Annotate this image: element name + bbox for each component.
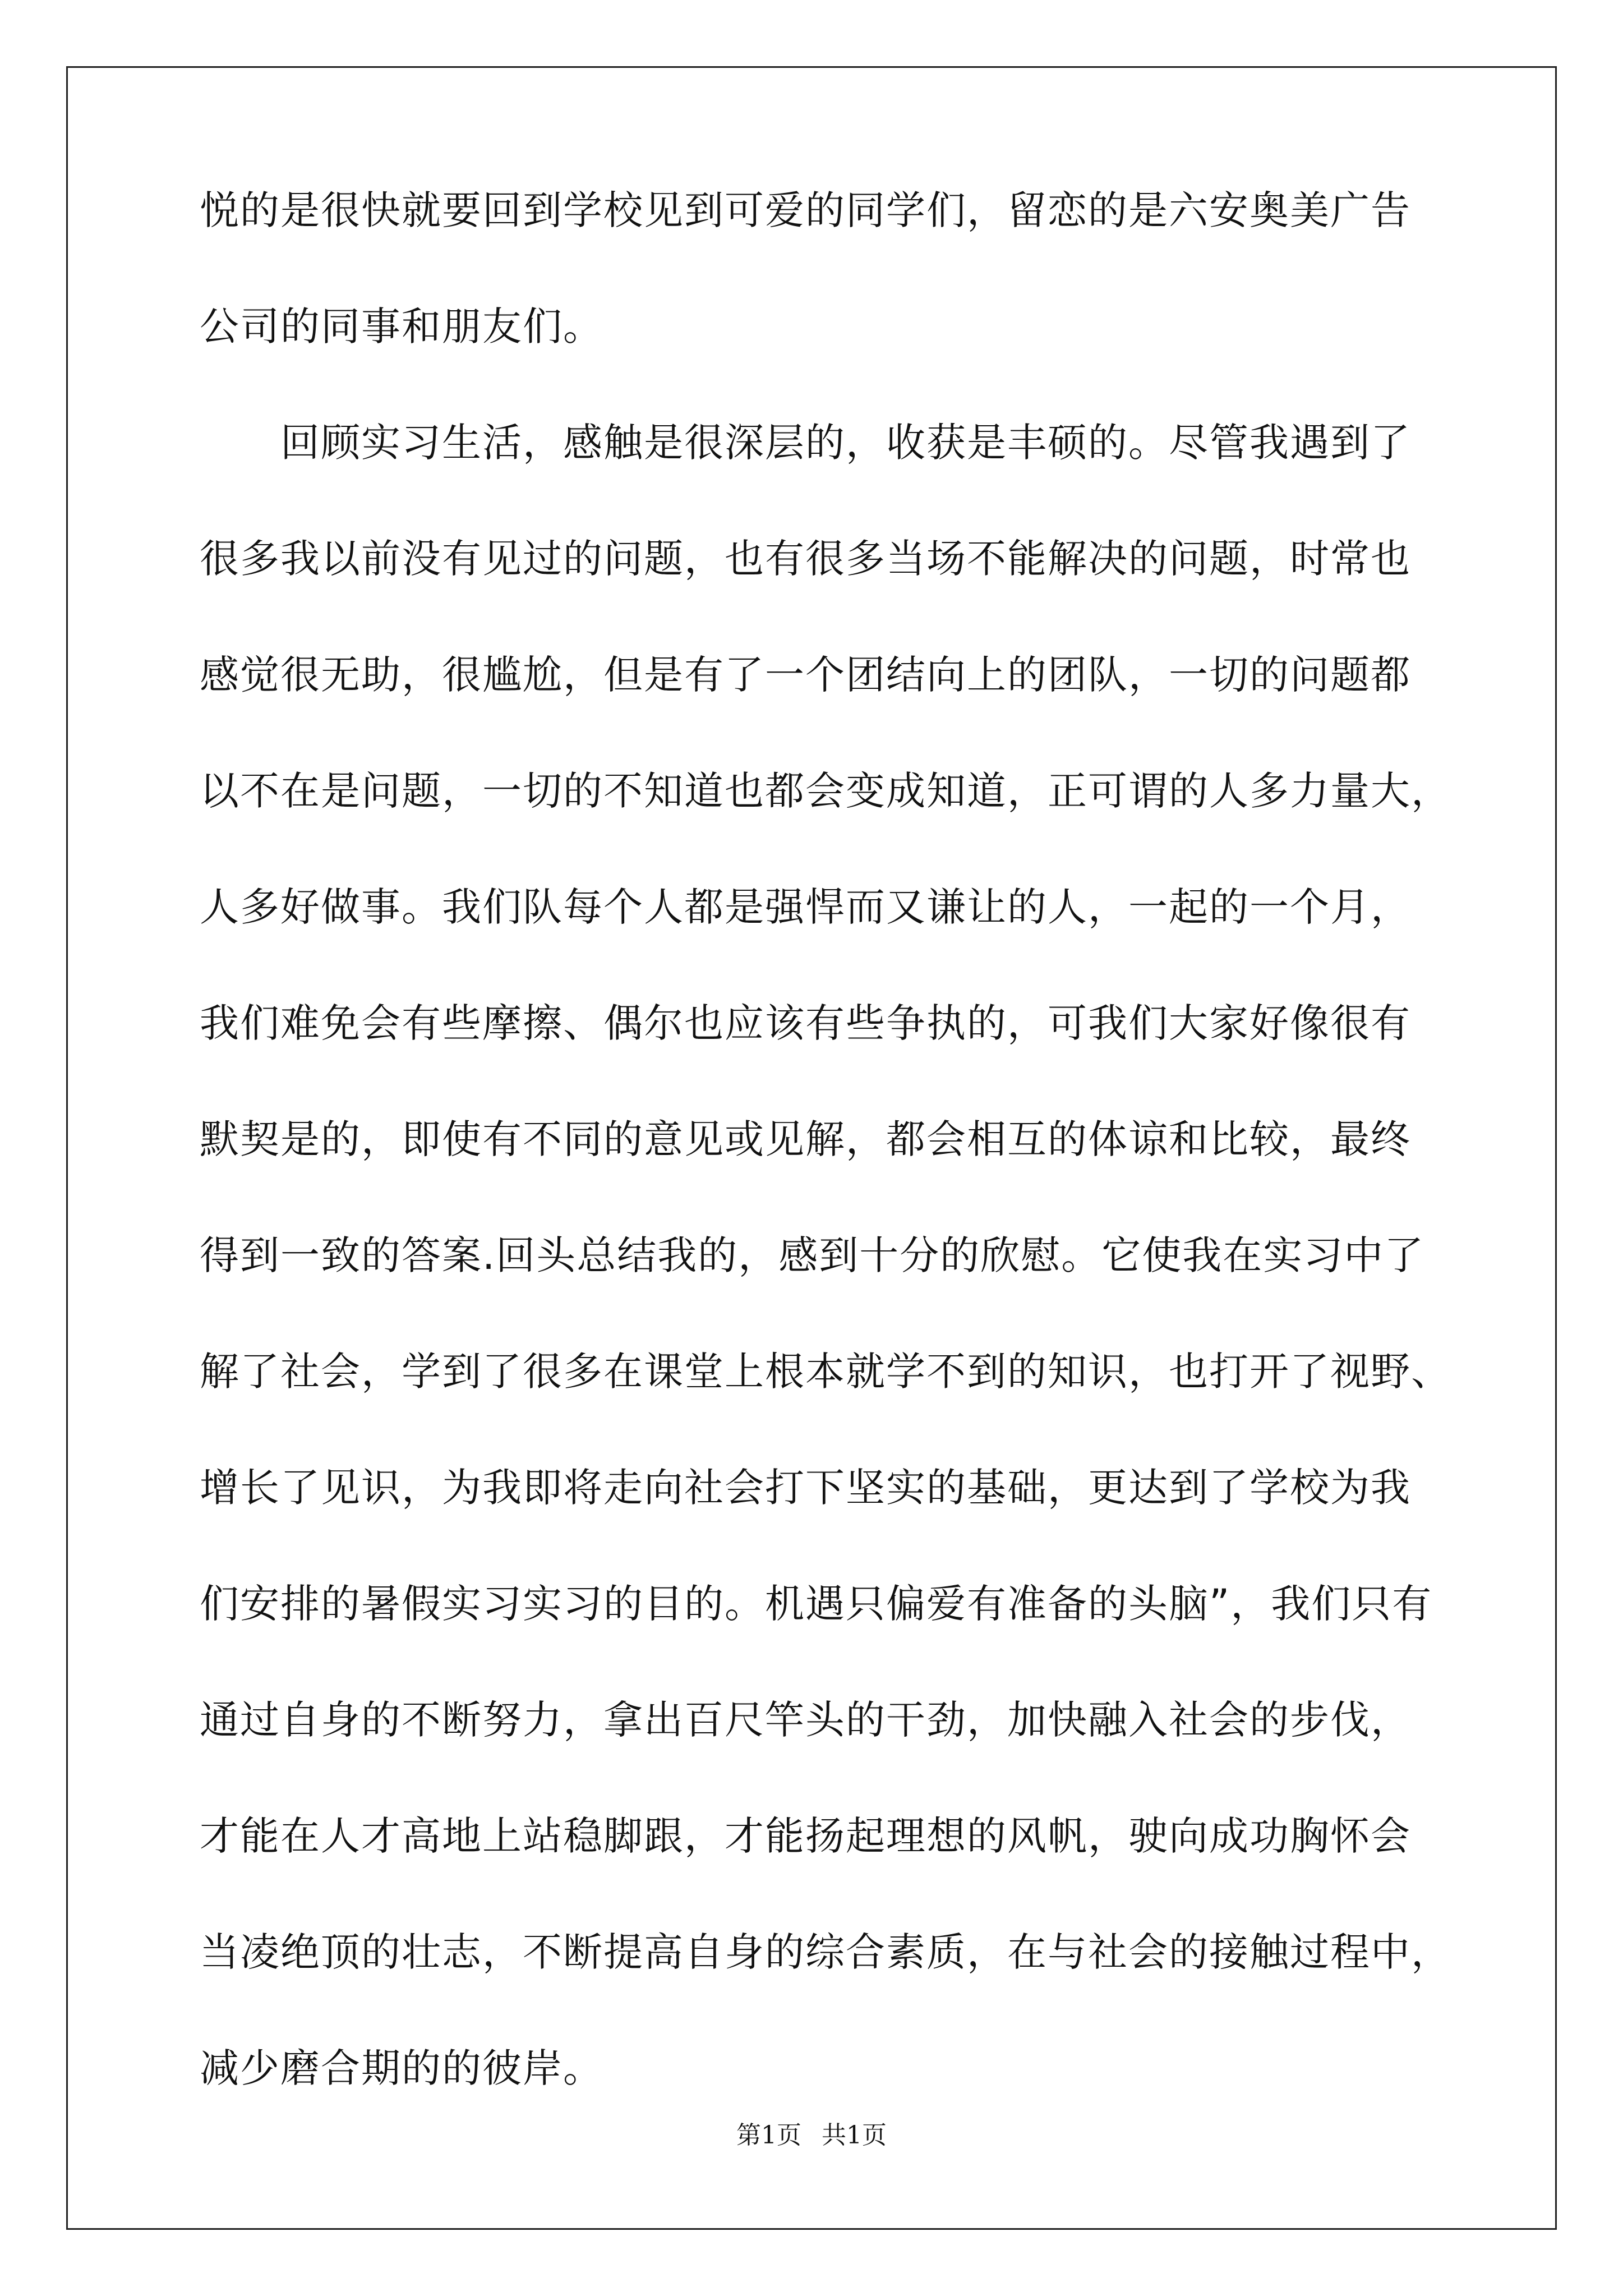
text-line: 通过自身的不断努力，拿出百尺竿头的干劲，加快融入社会的步伐， bbox=[200, 1697, 1411, 1743]
text-line: 人多好做事。我们队每个人都是强悍而又谦让的人，一起的一个月， bbox=[200, 884, 1411, 930]
page-number: 第1页 bbox=[736, 2121, 801, 2150]
page-footer bbox=[0, 2115, 1623, 2151]
text-line: 悦的是很快就要回到学校见到可爱的同学们，留恋的是六安奥美广告 bbox=[200, 187, 1411, 233]
page-total: 共1页 bbox=[822, 2121, 887, 2150]
text-line: 减少磨合期的的彼岸。 bbox=[200, 2045, 603, 2091]
text-line: 才能在人才高地上站稳脚跟，才能扬起理想的风帆，驶向成功胸怀会 bbox=[200, 1813, 1411, 1859]
text-line: 默契是的，即使有不同的意见或见解，都会相互的体谅和比较，最终 bbox=[200, 1116, 1411, 1162]
document-body bbox=[200, 187, 1451, 2165]
text-line: 回顾实习生活，感触是很深层的，收获是丰硕的。尽管我遇到了 bbox=[200, 420, 1411, 466]
text-line: 我们难免会有些摩擦、偶尔也应该有些争执的，可我们大家好像很有 bbox=[200, 1000, 1411, 1046]
text-line: 增长了见识，为我即将走向社会打下坚实的基础，更达到了学校为我 bbox=[200, 1465, 1411, 1511]
text-line: 公司的同事和朋友们。 bbox=[200, 303, 603, 349]
text-line: 解了社会，学到了很多在课堂上根本就学不到的知识，也打开了视野、 bbox=[200, 1349, 1451, 1395]
text-line: 们安排的暑假实习实习的目的。机遇只偏爱有准备的头脑”，我们只有 bbox=[200, 1581, 1433, 1627]
text-line: 很多我以前没有见过的问题，也有很多当场不能解决的问题，时常也 bbox=[200, 536, 1411, 582]
text-line: 得到一致的答案.回头总结我的，感到十分的欣慰。它使我在实习中了 bbox=[200, 1232, 1425, 1278]
text-line: 当凌绝顶的壮志，不断提高自身的综合素质，在与社会的接触过程中， bbox=[200, 1929, 1451, 1975]
body-text bbox=[200, 187, 1451, 2091]
text-line: 以不在是问题，一切的不知道也都会变成知道，正可谓的人多力量大， bbox=[200, 768, 1451, 814]
text-line: 感觉很无助，很尴尬，但是有了一个团结向上的团队，一切的问题都 bbox=[200, 652, 1411, 698]
